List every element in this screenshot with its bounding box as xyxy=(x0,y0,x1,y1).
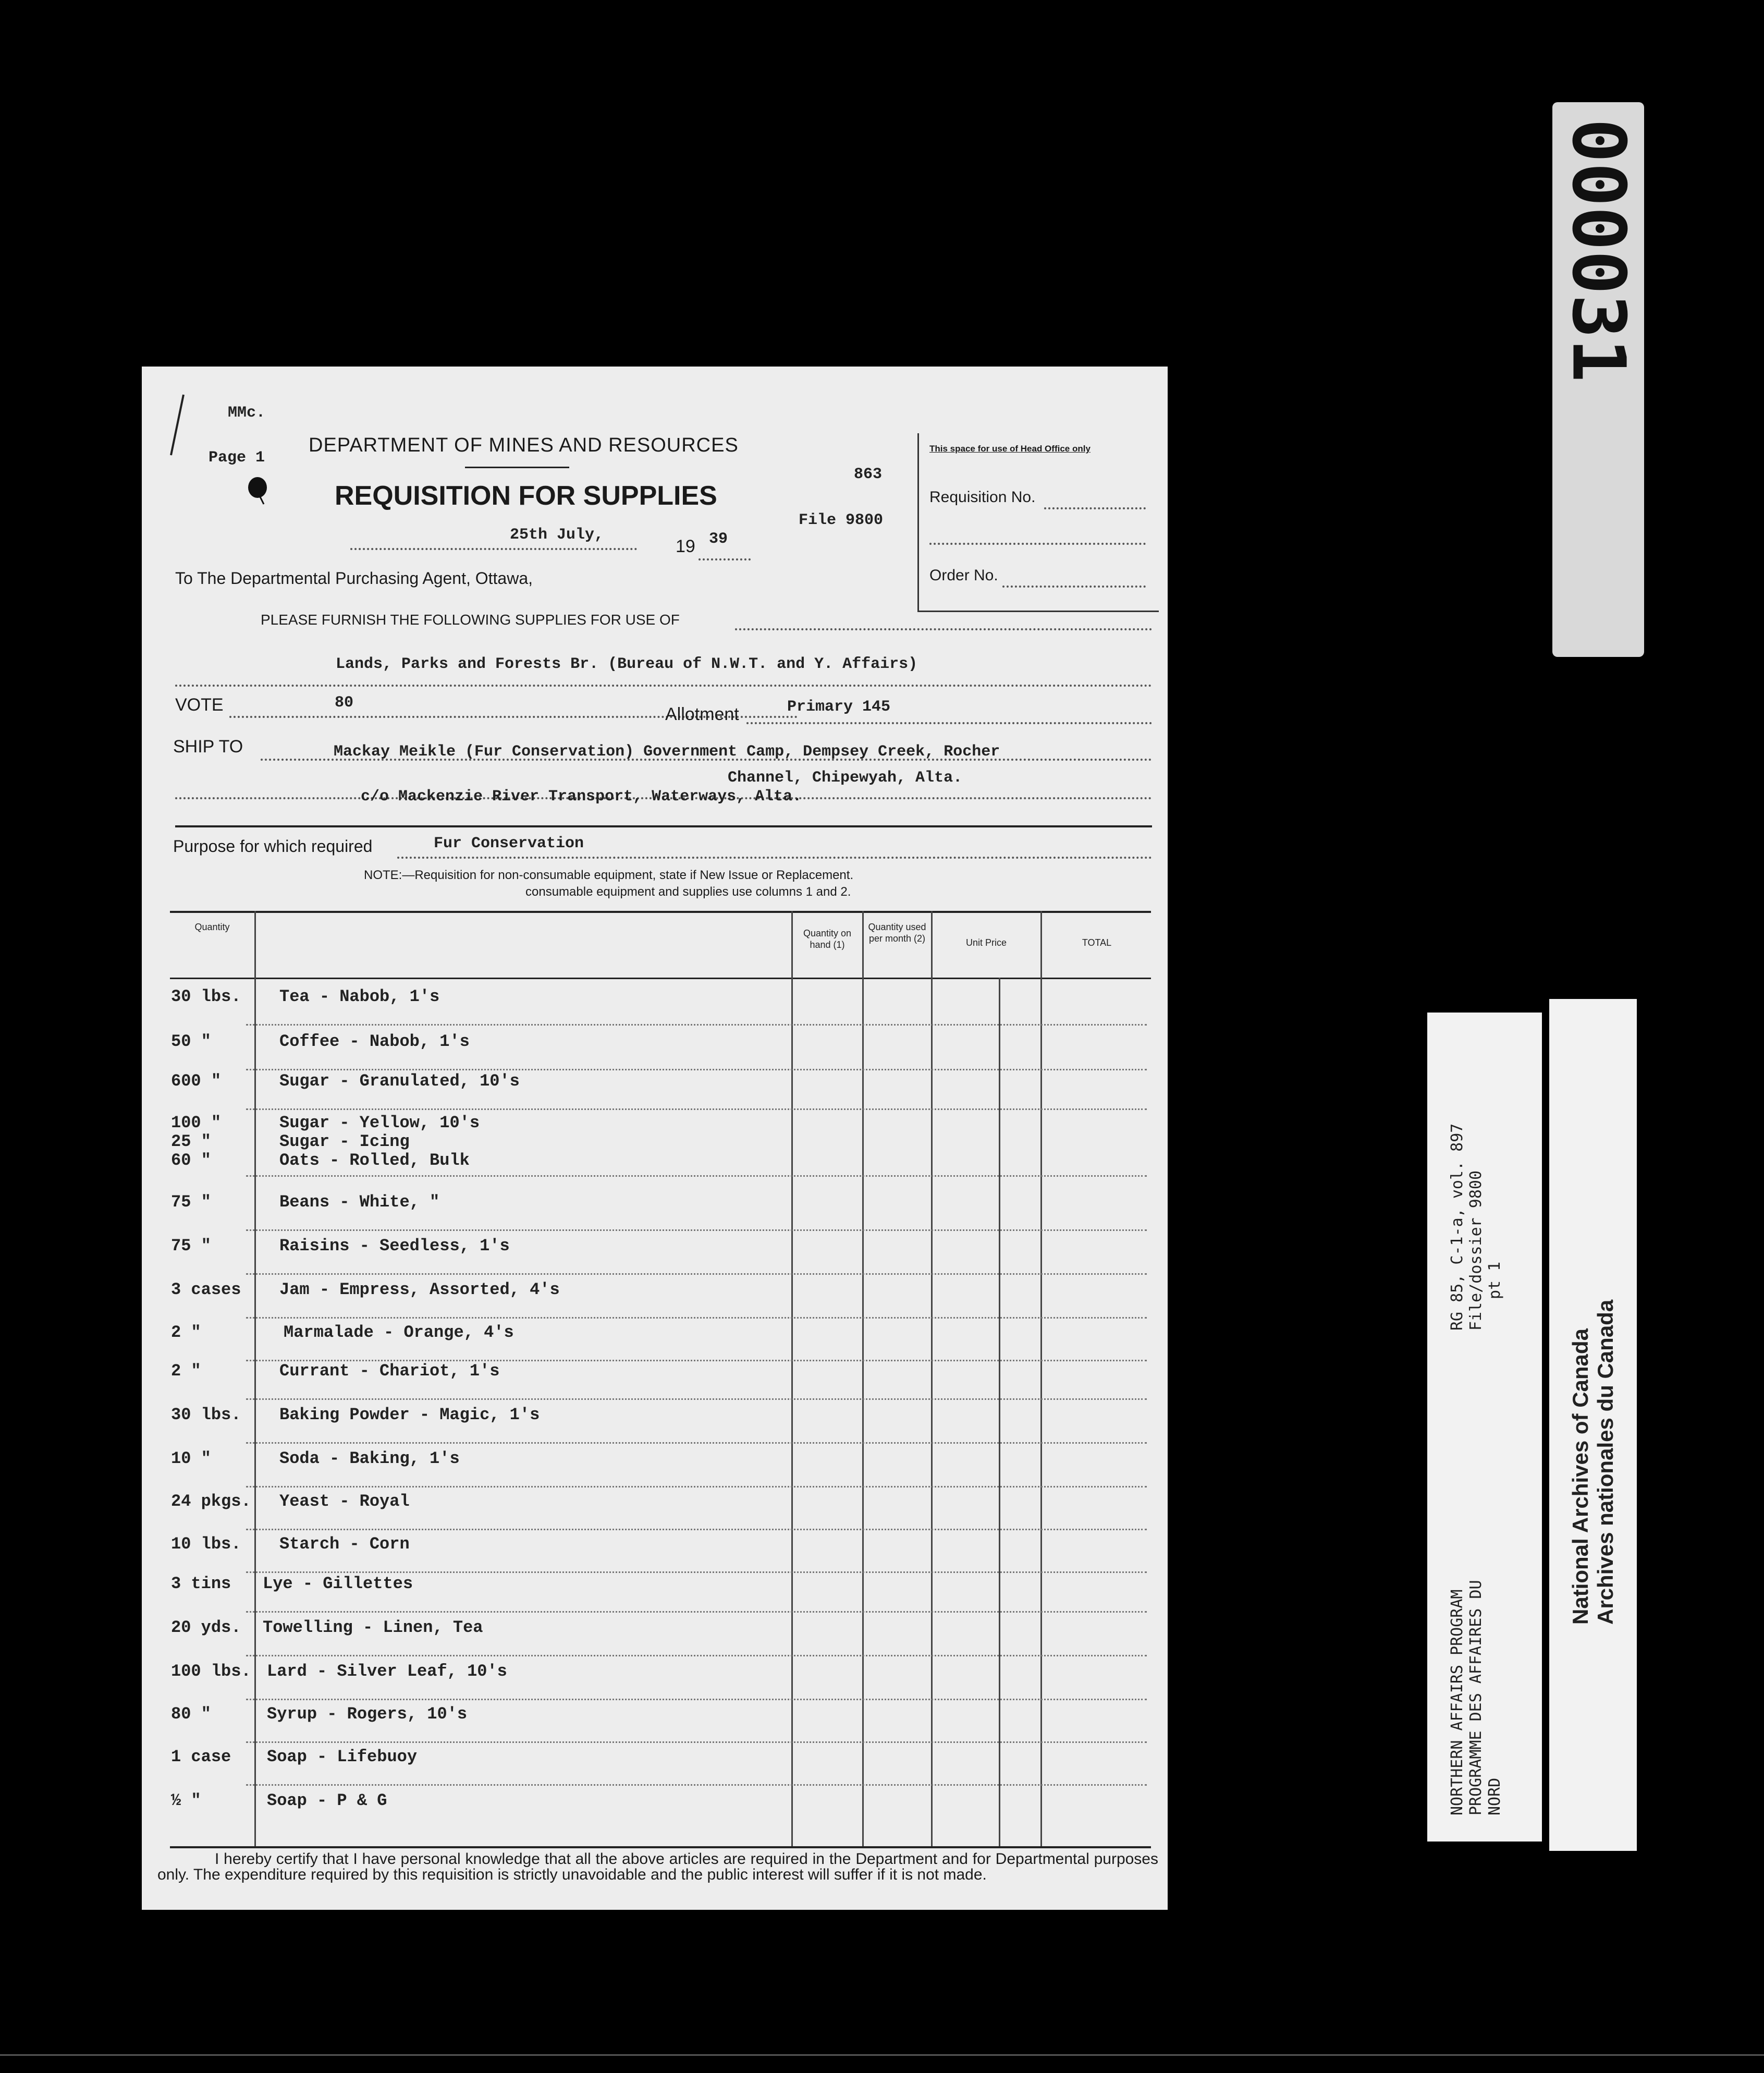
table-row: 24 pkgs. Yeast - Royal xyxy=(142,1492,1168,1533)
ship-to-line-1: Mackay Meikle (Fur Conservation) Government Camp, Dempsey Creek, Rocher xyxy=(334,743,1000,761)
vote-value: 80 xyxy=(335,694,354,712)
date-day-month: 25th July, xyxy=(510,526,604,544)
note-line-2: consumable equipment and supplies use columns 1 and 2. xyxy=(525,885,851,899)
department-name: DEPARTMENT OF MINES AND RESOURCES xyxy=(309,434,739,456)
ink-blot xyxy=(246,475,272,506)
table-bottom-border xyxy=(170,1846,1151,1848)
ship-to-line-2: Channel, Chipewyah, Alta. xyxy=(728,769,963,787)
purpose-value: Fur Conservation xyxy=(434,835,584,852)
column-unit-price: Unit Price xyxy=(965,937,1007,948)
certification-statement: I hereby certify that I have personal knowledge that all the above articles are required in the Department and for Departmental purposes only. The expenditure required by this requisition is strictly unavoidable and the public interest will suffer if it is not made. xyxy=(157,1850,1158,1883)
recipient-line: To The Departmental Purchasing Agent, Ottawa, xyxy=(175,569,533,588)
purpose-label: Purpose for which required xyxy=(173,837,373,856)
table-row: 60 " Oats - Rolled, Bulk xyxy=(142,1151,1168,1180)
film-edge-line xyxy=(0,2054,1764,2056)
table-row: 600 " Sugar - Granulated, 10's xyxy=(142,1071,1168,1113)
note-line-1: NOTE:—Requisition for non-consumable equipment, state if New Issue or Replacement. xyxy=(364,868,854,882)
table-header-border xyxy=(170,978,1151,979)
table-row: 10 " Soda - Baking, 1's xyxy=(142,1449,1168,1491)
table-row: 25 " Sugar - Icing xyxy=(171,1132,410,1151)
table-row: 80 " Syrup - Rogers, 10's xyxy=(142,1704,1168,1746)
table-row: 30 lbs. Baking Powder - Magic, 1's xyxy=(142,1405,1168,1447)
year-prefix: 19 xyxy=(676,536,695,556)
table-row: 3 cases Jam - Empress, Assorted, 4's xyxy=(142,1280,1168,1322)
handwritten-initials: MMc. xyxy=(228,404,266,422)
allotment-value: Primary 145 xyxy=(787,698,891,716)
table-row: 100 lbs. Lard - Silver Leaf, 10's xyxy=(142,1662,1168,1703)
head-office-caption: This space for use of Head Office only xyxy=(929,444,1091,454)
ship-to-label: SHIP TO xyxy=(173,737,243,757)
column-quantity: Quantity xyxy=(194,922,230,932)
requisition-number-label: Requisition No. xyxy=(929,489,1036,506)
file-number: File 9800 xyxy=(799,511,884,529)
table-row: 50 " Coffee - Nabob, 1's xyxy=(142,1032,1168,1074)
allotment-label: Allotment xyxy=(665,704,739,724)
form-title: REQUISITION FOR SUPPLIES xyxy=(335,481,717,511)
table-row: 20 yds. Towelling - Linen, Tea xyxy=(142,1618,1168,1660)
archives-name-label xyxy=(1549,999,1637,1851)
year-suffix: 39 xyxy=(709,530,728,548)
vote-label: VOTE xyxy=(175,695,224,715)
order-number-label: Order No. xyxy=(929,567,998,584)
table-row: 2 " Currant - Chariot, 1's xyxy=(142,1361,1168,1403)
branch-name: Lands, Parks and Forests Br. (Bureau of N.W.T. and Y. Affairs) xyxy=(336,655,918,673)
ship-to-line-3: c/o Mackenzie River Transport, Waterways, Alta. xyxy=(361,788,802,806)
program-name: NORTHERN AFFAIRS PROGRAM PROGRAMME DES AFFAIRES DU NORD xyxy=(1448,1580,1504,1815)
table-row: 75 " Beans - White, " xyxy=(142,1192,1168,1234)
column-on-hand: Quantity on hand (1) xyxy=(803,928,852,950)
table-row: 75 " Raisins - Seedless, 1's xyxy=(142,1236,1168,1278)
reference-number: 863 xyxy=(854,466,883,483)
archive-reference-label xyxy=(1427,1013,1542,1842)
pen-stroke-mark xyxy=(167,393,188,460)
table-row: 2 " Marmalade - Orange, 4's xyxy=(142,1323,1168,1364)
table-top-border xyxy=(170,911,1151,913)
column-total: TOTAL xyxy=(1082,937,1112,948)
head-office-box xyxy=(917,433,1159,612)
column-per-month: Quantity used per month (2) xyxy=(868,922,926,944)
table-row: 3 tins Lye - Gillettes xyxy=(142,1574,1168,1616)
table-row: ½ " Soap - P & G xyxy=(171,1791,387,1810)
table-row: 30 lbs. Tea - Nabob, 1's xyxy=(142,987,1168,1029)
furnish-instruction: PLEASE FURNISH THE FOLLOWING SUPPLIES FOR USE OF xyxy=(261,612,680,628)
requisition-form xyxy=(142,367,1168,1910)
table-row: 1 case Soap - Lifebuoy xyxy=(142,1747,1168,1789)
archive-number-stamp xyxy=(1552,102,1644,657)
stamp-digits: 000031 xyxy=(1555,118,1641,383)
section-divider xyxy=(175,825,1152,827)
archives-name: National Archives of Canada Archives nationales du Canada xyxy=(1568,1299,1618,1625)
table-row: 10 lbs. Starch - Corn xyxy=(142,1534,1168,1576)
page-number: Page 1 xyxy=(209,449,265,467)
table-row: 100 " Sugar - Yellow, 10's xyxy=(171,1113,480,1132)
title-rule xyxy=(465,467,569,468)
record-group-reference: RG 85, C-1-a, vol. 897 File/dossier 9800 pt 1 xyxy=(1448,1123,1504,1331)
